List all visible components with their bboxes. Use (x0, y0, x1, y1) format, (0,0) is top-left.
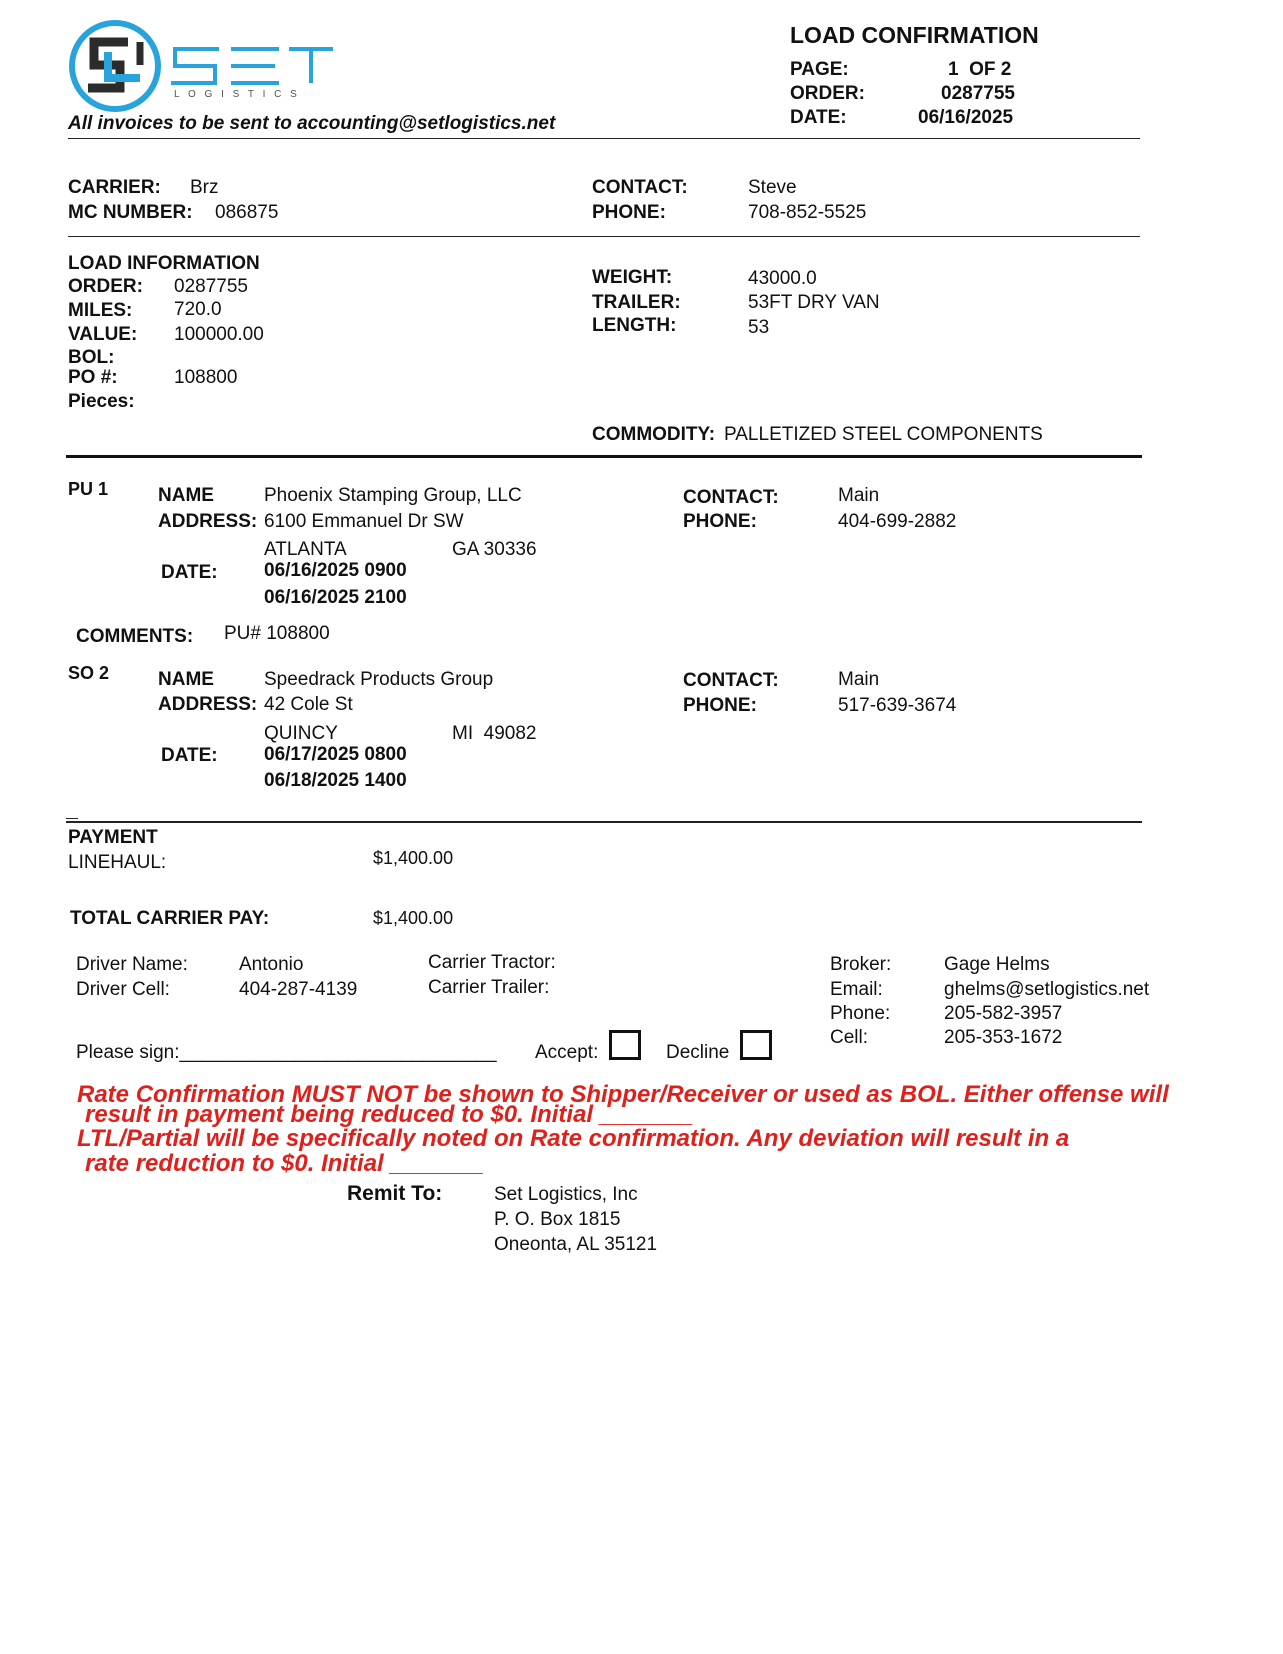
stop-address-label: ADDRESS: (158, 511, 258, 532)
warning-text: rate reduction to $0. Initial _______ (85, 1150, 484, 1177)
total-pay-label: TOTAL CARRIER PAY: (70, 908, 270, 929)
driver-name-label: Driver Name: (76, 954, 188, 975)
divider (68, 138, 1140, 139)
value-label: VALUE: (68, 324, 138, 345)
divider (68, 236, 1140, 237)
stop-code: SO 2 (68, 663, 110, 683)
stop-contact: Main (838, 485, 880, 506)
stop-city: QUINCY (264, 723, 338, 744)
warning-text: LTL/Partial will be specifically noted on Rate confirmation. Any deviation will result in a (77, 1125, 1070, 1152)
stop-date-start: 06/16/2025 0900 (264, 560, 407, 581)
carrier-value: Brz (190, 177, 219, 198)
stop-phone: 517-639-3674 (838, 695, 957, 716)
value-value: 100000.00 (174, 324, 264, 345)
stop-address-label: ADDRESS: (158, 694, 258, 715)
remit-line: P. O. Box 1815 (494, 1209, 621, 1230)
stop-name: Speedrack Products Group (264, 669, 494, 690)
trailer-label: TRAILER: (592, 292, 681, 313)
stop-contact-label: CONTACT: (683, 670, 779, 691)
date-label: DATE: (790, 107, 847, 128)
stop-name: Phoenix Stamping Group, LLC (264, 485, 522, 506)
page-title: LOAD CONFIRMATION (790, 22, 1039, 48)
driver-cell-label: Driver Cell: (76, 979, 170, 1000)
stop-state-zip: GA 30336 (452, 539, 537, 560)
stop-date-start: 06/17/2025 0800 (264, 744, 407, 765)
warning-text: result in payment being reduced to $0. Initial _______ (85, 1101, 694, 1128)
carrier-tractor-label: Carrier Tractor: (428, 952, 556, 973)
set-logo-icon (68, 20, 168, 112)
company-logo (68, 20, 338, 110)
po-value: 108800 (174, 367, 238, 388)
stop-contact: Main (838, 669, 880, 690)
broker-phone-label: Phone: (830, 1003, 891, 1024)
load-order-value: 0287755 (174, 276, 248, 297)
remit-label: Remit To: (347, 1182, 443, 1205)
broker-email-label: Email: (830, 979, 883, 1000)
broker-cell-value: 205-353-1672 (944, 1027, 1063, 1048)
total-pay-value: $1,400.00 (373, 908, 454, 928)
stop-phone-label: PHONE: (683, 695, 757, 716)
stop-date-end: 06/16/2025 2100 (264, 587, 407, 608)
stop-date-label: DATE: (161, 745, 218, 766)
weight-value: 43000.0 (748, 268, 817, 289)
miles-value: 720.0 (174, 299, 222, 320)
pieces-label: Pieces: (68, 391, 135, 412)
stop-name-label: NAME (158, 669, 214, 690)
commodity-value: PALLETIZED STEEL COMPONENTS (724, 424, 1043, 445)
stop-date-end: 06/18/2025 1400 (264, 770, 407, 791)
stop-phone-label: PHONE: (683, 511, 757, 532)
date-value: 06/16/2025 (918, 107, 1014, 128)
po-label: PO #: (68, 367, 118, 388)
stop-address: 42 Cole St (264, 694, 353, 715)
broker-phone-value: 205-582-3957 (944, 1003, 1063, 1024)
remit-line: Oneonta, AL 35121 (494, 1234, 658, 1255)
carrier-contact-value: Steve (748, 177, 797, 198)
driver-cell-value: 404-287-4139 (239, 979, 358, 1000)
stop-date-label: DATE: (161, 562, 218, 583)
accept-label: Accept: (535, 1042, 599, 1063)
stop-address: 6100 Emmanuel Dr SW (264, 511, 464, 532)
commodity-label: COMMODITY: (592, 424, 716, 445)
load-heading: LOAD INFORMATION (68, 253, 260, 274)
carrier-contact-label: CONTACT: (592, 177, 688, 198)
page-value: 1 OF 2 (948, 59, 1012, 80)
bol-label: BOL: (68, 347, 115, 368)
stop-name-label: NAME (158, 485, 214, 506)
divider (66, 818, 78, 819)
comments-value: PU# 108800 (224, 623, 330, 644)
set-logo-wordmark (171, 46, 336, 86)
section-divider (66, 455, 1142, 458)
decline-checkbox[interactable] (740, 1030, 772, 1060)
carrier-phone-label: PHONE: (592, 202, 666, 223)
length-value: 53 (748, 317, 770, 338)
trailer-value: 53FT DRY VAN (748, 292, 880, 313)
stop-city: ATLANTA (264, 539, 347, 560)
carrier-trailer-label: Carrier Trailer: (428, 977, 550, 998)
order-value: 0287755 (941, 83, 1015, 104)
length-label: LENGTH: (592, 315, 677, 336)
warning-text: Rate Confirmation MUST NOT be shown to Shipper/Receiver or used as BOL. Either offense will (77, 1081, 1169, 1108)
payment-heading: PAYMENT (68, 827, 158, 848)
accept-checkbox[interactable] (609, 1030, 641, 1060)
stop-code: PU 1 (68, 479, 109, 499)
invoice-note: All invoices to be sent to accounting@setlogistics.net (68, 113, 556, 134)
mc-value: 086875 (215, 202, 279, 223)
order-label: ORDER: (790, 83, 865, 104)
decline-label: Decline (666, 1042, 730, 1063)
broker-label: Broker: (830, 954, 892, 975)
miles-label: MILES: (68, 300, 133, 321)
carrier-phone-value: 708-852-5525 (748, 202, 867, 223)
section-divider (66, 821, 1142, 823)
mc-label: MC NUMBER: (68, 202, 193, 223)
signature-line[interactable]: Please sign:______________________________ (76, 1042, 497, 1063)
comments-label: COMMENTS: (76, 626, 194, 647)
stop-phone: 404-699-2882 (838, 511, 957, 532)
linehaul-value: $1,400.00 (373, 848, 454, 868)
remit-line: Set Logistics, Inc (494, 1184, 638, 1205)
broker-value: Gage Helms (944, 954, 1050, 975)
load-order-label: ORDER: (68, 276, 143, 297)
stop-state-zip: MI 49082 (452, 723, 537, 744)
driver-name-value: Antonio (239, 954, 304, 975)
weight-label: WEIGHT: (592, 267, 673, 288)
broker-cell-label: Cell: (830, 1027, 869, 1048)
stop-contact-label: CONTACT: (683, 487, 779, 508)
broker-email-value[interactable]: ghelms@setlogistics.net (944, 979, 1150, 1000)
linehaul-label: LINEHAUL: (68, 852, 167, 873)
page-label: PAGE: (790, 59, 849, 80)
carrier-label: CARRIER: (68, 177, 161, 198)
logo-subtitle: L O G I S T I C S (174, 89, 300, 100)
